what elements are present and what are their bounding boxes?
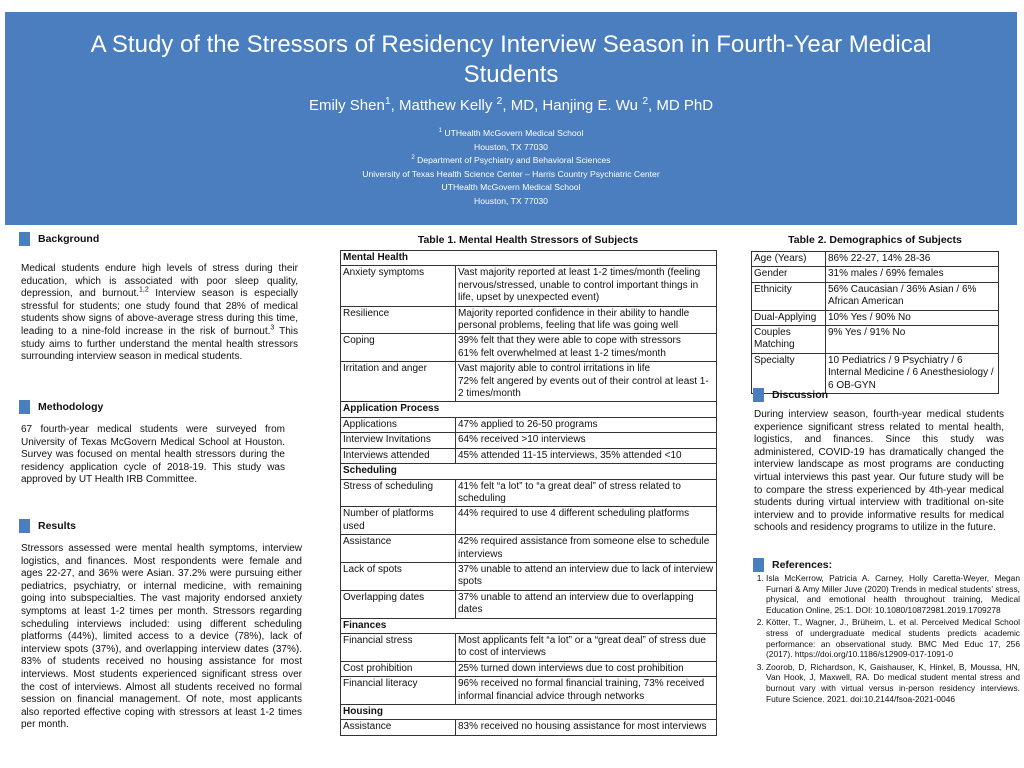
row-label: Interview Invitations (341, 433, 456, 448)
table-row (752, 252, 999, 267)
affiliation-text: Houston, TX 77030 (474, 195, 548, 206)
table-section-row (341, 402, 717, 417)
row-value: 56% Caucasian / 36% Asian / 6% African American (826, 282, 999, 310)
affiliation-line (5, 141, 1017, 155)
row-value: 44% required to use 4 different scheduling platforms (456, 507, 717, 535)
row-label: Couples Matching (752, 326, 826, 354)
affiliation-line (5, 181, 1017, 195)
citation-sup: 3 (270, 324, 275, 332)
row-value: Majority reported confidence in their ability to handle personal problems, feeling that life was going well (456, 306, 717, 334)
table-row (341, 633, 717, 661)
row-label: Interviews attended (341, 448, 456, 463)
table-row (341, 590, 717, 618)
row-value: 41% felt “a lot” to “a great deal” of stress related to scheduling (456, 479, 717, 507)
section-marker (19, 232, 30, 246)
row-value: 86% 22-27, 14% 28-36 (826, 252, 999, 267)
row-label: Applications (341, 417, 456, 432)
author-sup: 2 (642, 95, 649, 107)
section-marker (753, 558, 764, 572)
row-label: Stress of scheduling (341, 479, 456, 507)
table-section-row (341, 251, 717, 266)
reference-item: 2. Kötter, T., Wagner, J., Brüheim, L. et al. Perceived Medical School stress of undergraduate medical students predicts academic performance: an observational study. BMC Med Educ 17, 256 (2017). https://doi.org/10.1186/s12909-017-1091-0 (766, 617, 1020, 659)
table-row (341, 362, 717, 402)
results-heading (19, 519, 76, 533)
poster-header (5, 12, 1017, 225)
table-row (341, 507, 717, 535)
row-label: Coping (341, 334, 456, 362)
text-span: This study aims to further understand the mental health stressors surrounding interview season in medical students. (21, 325, 298, 363)
author-degree: , MD (502, 97, 535, 114)
row-value: 9% Yes / 91% No (826, 326, 999, 354)
author-sup: 1 (384, 95, 391, 107)
table-row (341, 334, 717, 362)
row-value: 47% applied to 26-50 programs (456, 417, 717, 432)
row-label: Anxiety symptoms (341, 266, 456, 306)
section-label: Housing (341, 705, 717, 720)
affiliation-text: UTHealth McGovern Medical School (441, 128, 584, 138)
row-label: Ethnicity (752, 282, 826, 310)
row-label: Lack of spots (341, 562, 456, 590)
row-value: 39% felt that they were able to cope with stressors 61% felt overwhelmed at least 1-2 times/month (456, 334, 717, 362)
row-value: 25% turned down interviews due to cost prohibition (456, 661, 717, 676)
row-value: 96% received no formal financial training, 73% received informal financial advice through networks (456, 677, 717, 705)
discussion-text: During interview season, fourth-year medical students experience significant stress related to mental health, logistics, and finances. Since this study was administered, COVID-19 has dramatically changed the interview landscape as most programs are conducting virtual interviews this past year. Our future study will be to compare the stress experienced by 4th-year medical students during virtual interview with traditional on-site interview and to provide informative results for medical schools and residency programs to utilize in the future. (754, 409, 1004, 534)
affiliation-text: UTHealth McGovern Medical School (441, 182, 581, 192)
row-value: 42% required assistance from someone else to schedule interviews (456, 535, 717, 563)
row-value: 37% unable to attend an interview due to lack of interview spots (456, 562, 717, 590)
table-row (341, 448, 717, 463)
row-label: Irritation and anger (341, 362, 456, 402)
table-row (341, 479, 717, 507)
row-label: Assistance (341, 720, 456, 735)
row-label: Gender (752, 267, 826, 282)
row-value: Vast majority able to control irritations in life 72% felt angered by events out of their control at least 1-2 times/month (456, 362, 717, 402)
poster-title: A Study of the Stressors of Residency Interview Season in Fourth-Year Medical Students (90, 31, 932, 88)
affiliation-line (5, 168, 1017, 182)
author-name: Emily Shen (308, 97, 385, 114)
section-label: Scheduling (341, 464, 717, 479)
table-row (341, 720, 717, 735)
table-section-row (341, 618, 717, 633)
table-row (752, 310, 999, 325)
section-label: Application Process (341, 402, 717, 417)
methodology-heading (19, 400, 103, 414)
row-label: Assistance (341, 535, 456, 563)
affiliation-sup: 2 (411, 155, 415, 162)
affiliation-text: Houston, TX 77030 (474, 141, 548, 152)
affiliation-text: University of Texas Health Science Center – Harris Country Psychiatric Center (362, 168, 660, 179)
section-heading-label: Methodology (38, 401, 104, 413)
table-row (341, 677, 717, 705)
author-name: Hanjing E. Wu (542, 97, 643, 114)
affiliation-text: Department of Psychiatry and Behavioral Sciences (414, 155, 611, 165)
row-value: 31% males / 69% females (826, 267, 999, 282)
section-marker (753, 388, 764, 402)
table-row (341, 661, 717, 676)
results-text: Stressors assessed were mental health symptoms, interview logistics, and finances. Most respondents were female and ages 22-27, and 36% were Asian. 37.2% were pursuing either pediatrics, psychiatry, or internal medicine, with remaining going into subspecialties. The vast majority endorsed anxiety symptoms at least 1-2 times per month. Stressors regarding scheduling interviews included: using different scheduling platforms (44%), limited access to a device (78%), lack of interview spots (37%), and overlapping interview dates (37%). 83% of students received no housing assistance for most interviews. Most students experienced significant stress over the cost of interviews. Almost all students received no formal session on financial management. Of note, most applicants also reported effective coping with stressors at least 1-2 times per month. (21, 543, 302, 731)
section-marker (19, 400, 30, 414)
row-label: Number of platforms used (341, 507, 456, 535)
background-text (21, 263, 298, 364)
table-section-row (341, 705, 717, 720)
table-row (341, 306, 717, 334)
table2-title: Table 2. Demographics of Subjects (788, 234, 962, 246)
table-row (752, 267, 999, 282)
row-label: Resilience (341, 306, 456, 334)
background-heading (19, 232, 99, 246)
row-label: Age (Years) (752, 252, 826, 267)
table-row (752, 282, 999, 310)
row-label: Specialty (752, 353, 826, 393)
text-span: Interview season is especially stressful for students; one study found that 28% of medical students show signs of above-average stress during this time, leading to a nine-fold increase in the risk of burnout. (21, 288, 298, 337)
demographics-table (751, 251, 999, 394)
row-value: 64% received >10 interviews (456, 433, 717, 448)
table1-title: Table 1. Mental Health Stressors of Subjects (417, 234, 639, 246)
row-label: Overlapping dates (341, 590, 456, 618)
section-label: Mental Health (341, 251, 717, 266)
table-row (341, 266, 717, 306)
row-value: Vast majority reported at least 1-2 times/month (feeling nervous/stressed, unable to control important things in life, upset by unexpected event) (456, 266, 717, 306)
row-label: Financial literacy (341, 677, 456, 705)
stressors-table (340, 250, 717, 736)
reference-item: 3. Zoorob, D, Richardson, K, Gaishauser, K, Hinkel, B, Moussa, HN, Van Hook, J, Maxwell, RA. Do medical student mental stress and burnout vary with virtual versus in-person residency interviews. Future Science. 2021. doi:10.2144/fsoa-2021-0046 (766, 662, 1020, 704)
row-value: 10 Pediatrics / 9 Psychiatry / 6 Internal Medicine / 6 Anesthesiology / 6 OB-GYN (826, 353, 999, 393)
affiliations (5, 127, 1017, 208)
author-list: Emily Shen$^1$, Matthew Kelly $^2$, MD, Hanjing E. Wu $^2$, MD PhD (308, 95, 714, 114)
row-value: 45% attended 11-15 interviews, 35% attended <10 (456, 448, 717, 463)
citation-sup: 1,2 (139, 286, 149, 294)
section-heading-label: Results (38, 520, 76, 532)
table-section-row (341, 464, 717, 479)
row-label: Dual-Applying (752, 310, 826, 325)
methodology-text: 67 fourth-year medical students were surveyed from University of Texas McGovern Medical School at Houston. Survey was focused on mental health stressors during the residency application cycle of 2018-19. This study was approved by UT Health IRB Committee. (21, 424, 285, 486)
author-degree: , MD PhD (648, 97, 714, 114)
table-row (341, 562, 717, 590)
section-marker (19, 519, 30, 533)
affiliation-line (5, 154, 1017, 168)
author-name: Matthew Kelly (399, 97, 497, 114)
section-heading-label: Background (38, 233, 100, 245)
row-value: 10% Yes / 90% No (826, 310, 999, 325)
discussion-heading (753, 388, 828, 402)
table-row (341, 535, 717, 563)
row-label: Financial stress (341, 633, 456, 661)
table-row (341, 417, 717, 432)
row-value: Most applicants felt “a lot” or a “great deal” of stress due to cost of interviews (456, 633, 717, 661)
table-row (341, 433, 717, 448)
section-heading-label: Discussion (772, 389, 829, 401)
affiliation-line (5, 195, 1017, 209)
author-sup: 2 (496, 95, 503, 107)
section-label: Finances (341, 618, 717, 633)
row-value: 37% unable to attend an interview due to overlapping dates (456, 590, 717, 618)
references-heading (753, 558, 832, 572)
references-list (752, 573, 1020, 706)
text-span: Medical students endure high levels of stress during their education, which is associated with poor sleep quality, depression, and burnout. (21, 263, 298, 300)
row-label: Cost prohibition (341, 661, 456, 676)
row-value: 83% received no housing assistance for most interviews (456, 720, 717, 735)
affiliation-line (5, 127, 1017, 141)
table-row (752, 326, 999, 354)
affiliation-sup: 1 (438, 128, 442, 135)
section-heading-label: References: (772, 559, 833, 571)
reference-item: 1. Isla McKerrow, Patricia A. Carney, Holly Caretta-Weyer, Megan Furnari & Amy Miller Juve (2020) Trends in medical students’ stress, physical, and emotional health throughout training, Medical Education Online, 25:1. DOI: 10.1080/10872981.2019.1709278 (766, 573, 1020, 615)
